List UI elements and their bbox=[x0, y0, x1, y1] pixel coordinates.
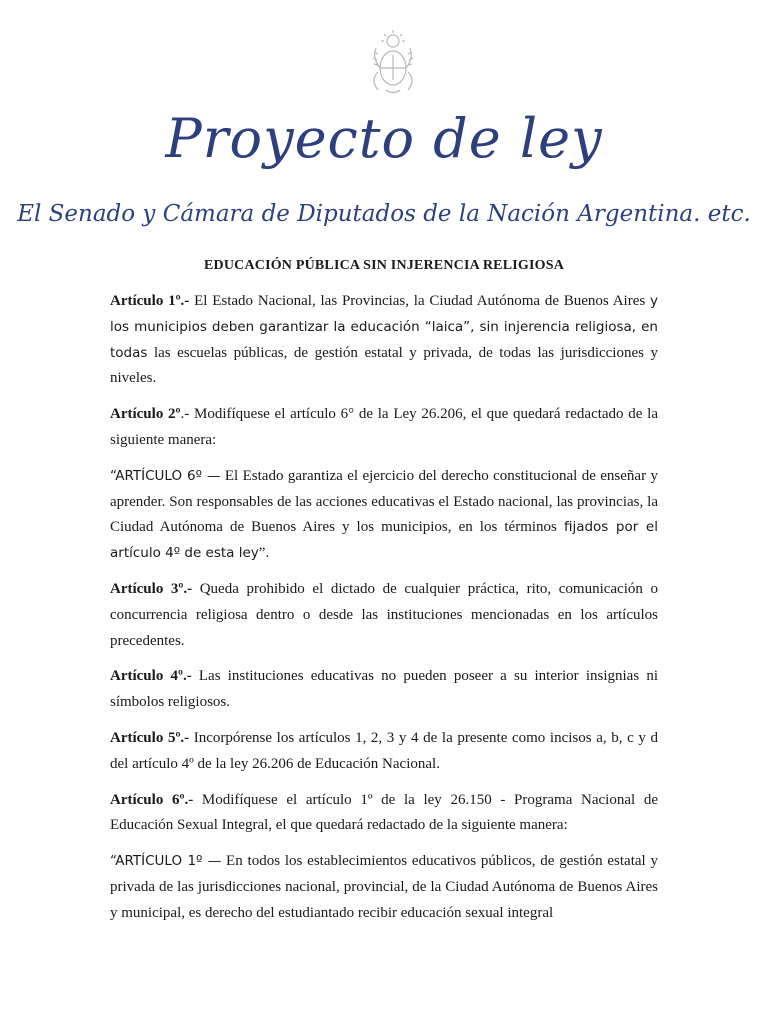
article-1-text-a: El Estado Nacional, las Provincias, la Ciudad Autónoma de Buenos Aires bbox=[189, 293, 650, 309]
article-1 bbox=[110, 289, 658, 392]
article-5-text: Incorpórense los artículos 1, 2, 3 y 4 de la presente como incisos a, b, c y d del artículo 4º de la ley 26.206 de Educación Nacional. bbox=[110, 729, 658, 772]
quote-article-6-heading: “ARTÍCULO 6º — bbox=[110, 467, 221, 484]
document-title: Proyecto de ley bbox=[165, 107, 603, 170]
quote-article-1 bbox=[110, 849, 658, 926]
article-3-text: Queda prohibido el dictado de cualquier práctica, rito, comunicación o concurrencia religiosa dentro o desde las instituciones mencionadas en los artículos precedentes. bbox=[110, 580, 658, 649]
article-6-label: Artículo 6º.- bbox=[110, 791, 194, 808]
article-3 bbox=[110, 577, 658, 654]
article-1-label: Artículo 1º.- bbox=[110, 293, 190, 309]
argentina-coat-of-arms-icon bbox=[366, 28, 420, 98]
article-1-text-b: y los municipios deben garantizar la educación “laica”, sin injerencia religiosa, en todas bbox=[110, 293, 658, 361]
article-3-label: Artículo 3º.- bbox=[110, 580, 193, 597]
article-1-text-c: las escuelas públicas, de gestión estatal y privada, de todas las jurisdicciones y niveles. bbox=[110, 344, 658, 387]
document-subtitle: El Senado y Cámara de Diputados de la Nación Argentina. etc. bbox=[17, 201, 751, 227]
article-5 bbox=[110, 726, 658, 778]
article-2-label: Artículo 2º bbox=[110, 406, 181, 423]
article-2-text: .- Modifíquese el artículo 6° de la Ley 26.206, el que quedará redactado de la siguiente manera: bbox=[110, 406, 659, 448]
quote-article-1-text: En todos los establecimientos educativos públicos, de gestión estatal y privada de las jurisdicciones nacional, provincial, de la Ciudad Autónoma de Buenos Aires y municipal, es derecho del estudiantado recibir educación sexual integral bbox=[110, 853, 659, 921]
quote-article-6-end: ”. bbox=[258, 545, 270, 562]
bill-body bbox=[110, 289, 658, 937]
bill-heading: EDUCACIÓN PÚBLICA SIN INJERENCIA RELIGIOSA bbox=[203, 258, 565, 273]
article-6-text: Modifíquese el artículo 1º de la ley 26.150 - Programa Nacional de Educación Sexual Integral, el que quedará redactado de la siguiente manera: bbox=[110, 791, 658, 834]
quote-article-1-heading: “ARTÍCULO 1º — bbox=[110, 853, 222, 870]
article-6 bbox=[110, 788, 658, 840]
article-4 bbox=[110, 664, 658, 716]
quote-article-6-text-c: fijados por el artículo 4º de esta ley bbox=[110, 519, 658, 562]
quote-article-6-text: El Estado garantiza el ejercicio del derecho constitucional de enseñar y aprender. Son responsables de las acciones educativas el Estado nacional, las provincias, la Ciudad Autónoma de Buenos Aires y los municipios, en los términos bbox=[110, 467, 658, 536]
article-2 bbox=[110, 402, 658, 454]
article-4-label: Artículo 4º.- bbox=[110, 668, 192, 685]
quote-article-6 bbox=[110, 464, 658, 567]
article-5-label: Artículo 5º.- bbox=[110, 729, 190, 746]
article-4-text: Las instituciones educativas no pueden poseer a su interior insignias ni símbolos religiosos. bbox=[110, 668, 658, 711]
